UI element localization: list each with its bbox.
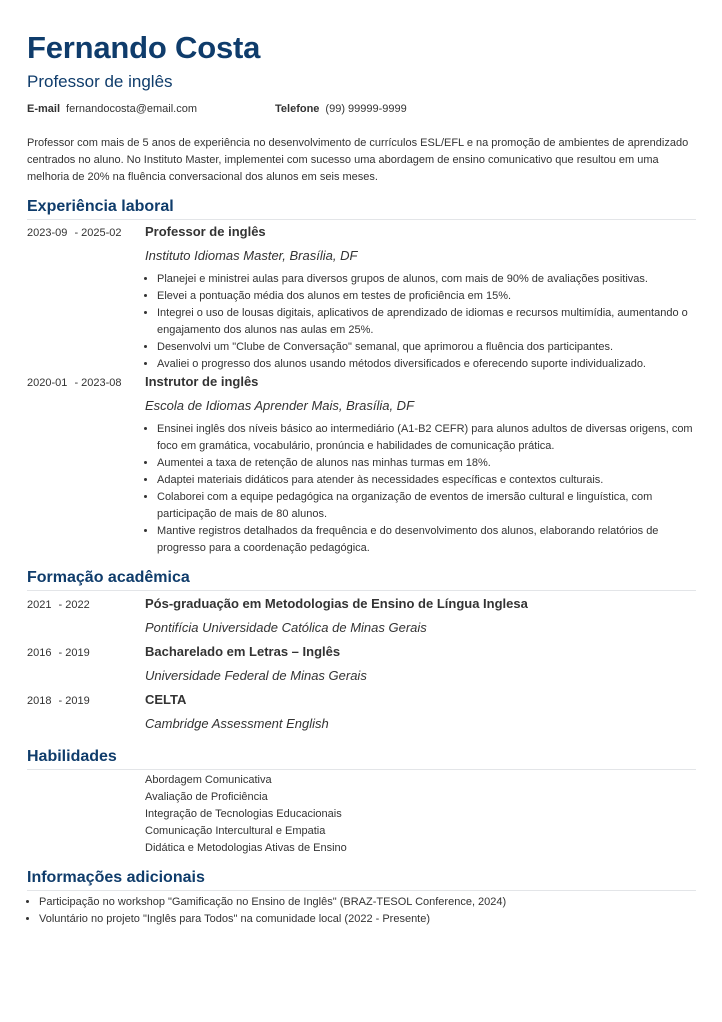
email-contact: [27, 102, 197, 116]
experience-heading: Experiência laboral: [27, 197, 696, 220]
date-end: - 2023-08: [74, 377, 122, 389]
experience-entry: [27, 223, 696, 373]
skill-item: Abordagem Comunicativa: [145, 774, 272, 786]
education-entry: [27, 595, 696, 637]
skills-section: [27, 747, 696, 857]
school-name: Pontifícia Universidade Católica de Minas Gerais: [145, 620, 427, 635]
experience-section: [27, 197, 696, 557]
date-start: 2016: [27, 647, 52, 659]
entry-body: [145, 223, 696, 373]
skill-item: Avaliação de Proficiência: [145, 791, 268, 803]
contact-row: [27, 102, 696, 116]
list-item: • Desenvolvi um "Clube de Conversação" semanal, que aprimorou a fluência dos participantes.: [157, 339, 696, 356]
email-value[interactable]: fernandocosta@email.com: [66, 103, 198, 115]
entry-dates: [27, 223, 145, 373]
job-role: Instrutor de inglês: [145, 374, 259, 389]
list-item: • Adaptei materiais didáticos para atender às necessidades específicas e contextos culturais.: [157, 472, 696, 489]
experience-entry: [27, 373, 696, 557]
job-organization: Instituto Idiomas Master, Brasília, DF: [145, 248, 358, 263]
list-item: • Aumentei a taxa de retenção de alunos nas minhas turmas em 18%.: [157, 455, 696, 472]
candidate-name: Fernando Costa: [27, 30, 261, 65]
school-name: Cambridge Assessment English: [145, 716, 329, 731]
date-start: 2018: [27, 695, 52, 707]
job-role: Professor de inglês: [145, 224, 266, 239]
date-start: 2023-09: [27, 227, 68, 239]
phone-value: (99) 99999-9999: [325, 103, 407, 115]
skill-item: Integração de Tecnologias Educacionais: [145, 808, 342, 820]
school-name: Universidade Federal de Minas Gerais: [145, 668, 367, 683]
list-item: • Ensinei inglês dos níveis básico ao intermediário (A1-B2 CEFR) para alunos adultos de diversas origens, com foco em gramática, vocabulário, pronúncia e habilidades de comunicação prática.: [157, 421, 696, 455]
date-end: - 2019: [58, 695, 90, 707]
education-entry: [27, 691, 696, 733]
list-item: • Planejei e ministrei aulas para diversos grupos de alunos, com mais de 90% de avaliações positivas.: [157, 271, 696, 288]
skills-list: [145, 772, 696, 857]
entry-dates: [27, 373, 145, 557]
entry-body: [145, 691, 696, 733]
degree-title: CELTA: [145, 692, 187, 707]
job-bullets: [145, 271, 696, 373]
education-heading: Formação acadêmica: [27, 568, 696, 591]
degree-title: Bacharelado em Letras – Inglês: [145, 644, 341, 659]
job-bullets: [145, 421, 696, 557]
list-item: • Elevei a pontuação média dos alunos em testes de proficiência em 15%.: [157, 288, 696, 305]
date-end: - 2025-02: [74, 227, 122, 239]
skill-item: Comunicação Intercultural e Empatia: [145, 825, 326, 837]
additional-heading: Informações adicionais: [27, 868, 696, 891]
phone-contact: [275, 102, 407, 116]
job-organization: Escola de Idiomas Aprender Mais, Brasília, DF: [145, 398, 415, 413]
phone-label: Telefone: [275, 103, 320, 115]
profile-summary: Professor com mais de 5 anos de experiência no desenvolvimento de currículos ESL/EFL e na promoção de ambientes de aprendizado centrados no aluno. No Instituto Master, implementei com sucesso uma abordagem de ensino comunicativo que resultou em uma melhoria de 20% na fluência conversacional dos alunos em seis meses.: [27, 137, 689, 183]
email-label: E-mail: [27, 103, 61, 115]
education-entry: [27, 643, 696, 685]
list-item: • Avaliei o progresso dos alunos usando métodos diversificados e oferecendo suporte individualizado.: [157, 356, 696, 373]
skills-heading: Habilidades: [27, 747, 696, 770]
entry-dates: [27, 595, 145, 637]
additional-list: [27, 894, 696, 928]
list-item: • Colaborei com a equipe pedagógica na organização de eventos de imersão cultural e linguística, com participação de mais de 80 alunos.: [157, 489, 696, 523]
entry-dates: [27, 643, 145, 685]
entry-body: [145, 595, 696, 637]
date-start: 2021: [27, 599, 52, 611]
date-end: - 2022: [58, 599, 90, 611]
date-start: 2020-01: [27, 377, 68, 389]
degree-title: Pós-graduação em Metodologias de Ensino de Língua Inglesa: [145, 596, 528, 611]
skill-item: Didática e Metodologias Ativas de Ensino: [145, 842, 347, 854]
entry-dates: [27, 691, 145, 733]
list-item: • Integrei o uso de lousas digitais, aplicativos de aprendizado de idiomas e recursos multimídia, aumentando o engajamento dos alunos nas aulas em 25%.: [157, 305, 696, 339]
date-end: - 2019: [58, 647, 90, 659]
education-section: [27, 568, 696, 733]
list-item: • Voluntário no projeto "Inglês para Todos" na comunidade local (2022 - Presente): [39, 911, 696, 928]
additional-section: [27, 868, 696, 928]
list-item: • Mantive registros detalhados da frequência e do desenvolvimento dos alunos, elaborando relatórios de progresso para a coordenação pedagógica.: [157, 523, 696, 557]
candidate-title: Professor de inglês: [27, 72, 173, 91]
entry-body: [145, 643, 696, 685]
entry-body: [145, 373, 696, 557]
list-item: • Participação no workshop "Gamificação no Ensino de Inglês" (BRAZ-TESOL Conference, 2024): [39, 894, 696, 911]
